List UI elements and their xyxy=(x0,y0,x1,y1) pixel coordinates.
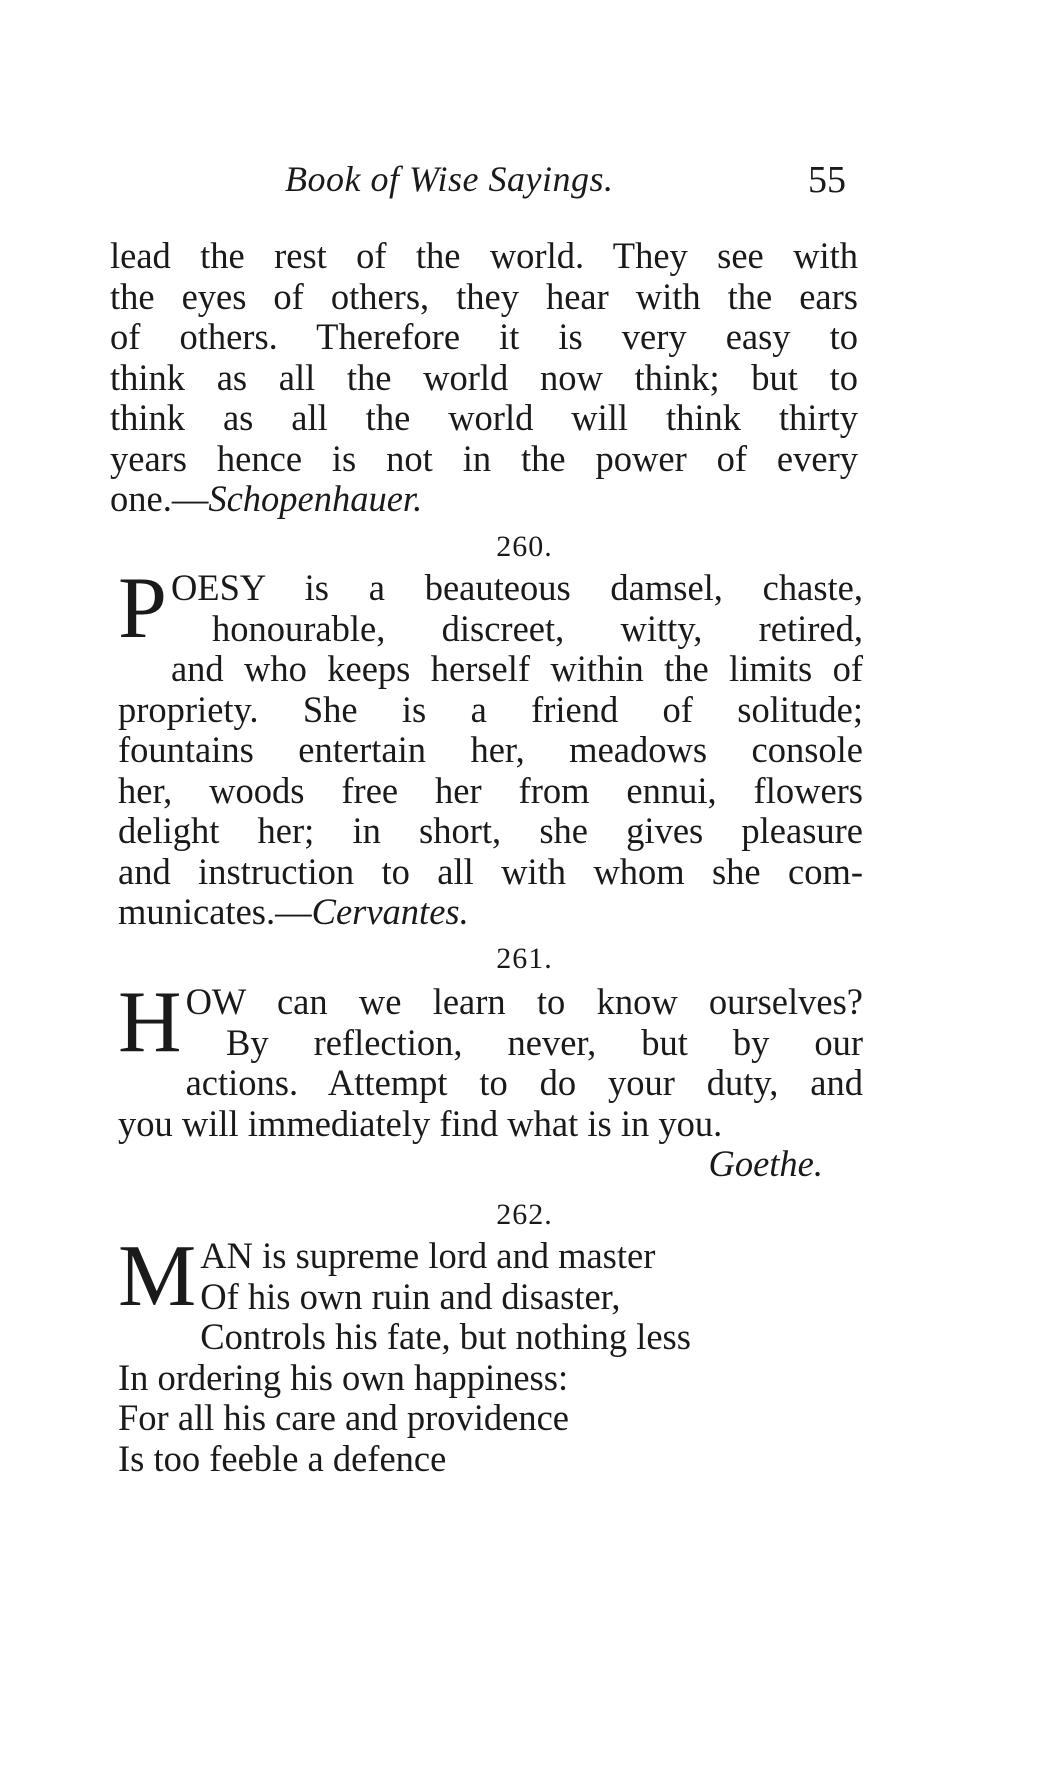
attribution: Goethe. xyxy=(708,1143,823,1184)
verse-line: Of his own ruin and disaster, xyxy=(200,1275,621,1317)
text-line: you will immediately find what is in you. xyxy=(118,1102,723,1144)
text-fragment: municates.— xyxy=(118,891,312,932)
saying-number: 262. xyxy=(496,1198,553,1231)
text-line: actions. Attempt to do your duty, and xyxy=(185,1062,863,1103)
text-line: of others. Therefore it is very easy to xyxy=(110,316,858,357)
text-line-last xyxy=(118,892,863,933)
saying-number: 261. xyxy=(496,942,553,975)
text-line: OESY is a beauteous damsel, chaste, xyxy=(170,567,863,608)
text-line: the eyes of others, they hear with the ears xyxy=(110,275,858,317)
verse-line: Controls his fate, but nothing less xyxy=(200,1316,691,1357)
text-line: By reflection, never, but by our xyxy=(226,1021,863,1063)
page-number: 55 xyxy=(808,159,846,201)
drop-cap: P xyxy=(118,560,167,657)
text-line: think as all the world now think; but to xyxy=(110,356,858,398)
continued-saying xyxy=(110,236,858,520)
running-title: Book of Wise Sayings. xyxy=(285,159,614,199)
saying-262-verse xyxy=(118,1228,818,1479)
text-line: think as all the world will think thirty xyxy=(110,397,858,438)
text-line: propriety. She is a friend of solitude; xyxy=(118,688,863,730)
attribution: Cervantes. xyxy=(311,891,469,932)
attribution: Schopenhauer. xyxy=(208,478,423,519)
verse-line: In ordering his own happiness: xyxy=(118,1356,569,1398)
text-line: delight her; in short, she gives pleasure xyxy=(118,810,863,851)
text-fragment: one.— xyxy=(110,478,209,519)
verse-line: AN is supreme lord and master xyxy=(200,1235,656,1276)
drop-cap: H xyxy=(118,974,182,1071)
text-line: honourable, discreet, witty, retired, xyxy=(212,607,863,649)
saying-260 xyxy=(118,560,863,933)
text-line: and who keeps herself within the limits of xyxy=(170,648,863,689)
verse-line: Is too feeble a defence xyxy=(118,1437,447,1479)
page-header xyxy=(0,158,1049,208)
text-line-last xyxy=(110,479,858,520)
text-line: lead the rest of the world. They see with xyxy=(110,235,858,276)
text-line: her, woods free her from ennui, flowers xyxy=(118,769,863,811)
text-line: and instruction to all with whom she com- xyxy=(118,850,863,892)
text-line: years hence is not in the power of every xyxy=(110,437,858,479)
verse-line: For all his care and providence xyxy=(118,1397,570,1438)
drop-cap: M xyxy=(118,1228,197,1325)
text-line: OW can we learn to know ourselves? xyxy=(185,981,863,1022)
saying-number: 260. xyxy=(496,530,553,563)
saying-261 xyxy=(118,974,863,1185)
text-line: fountains entertain her, meadows console xyxy=(118,729,863,770)
